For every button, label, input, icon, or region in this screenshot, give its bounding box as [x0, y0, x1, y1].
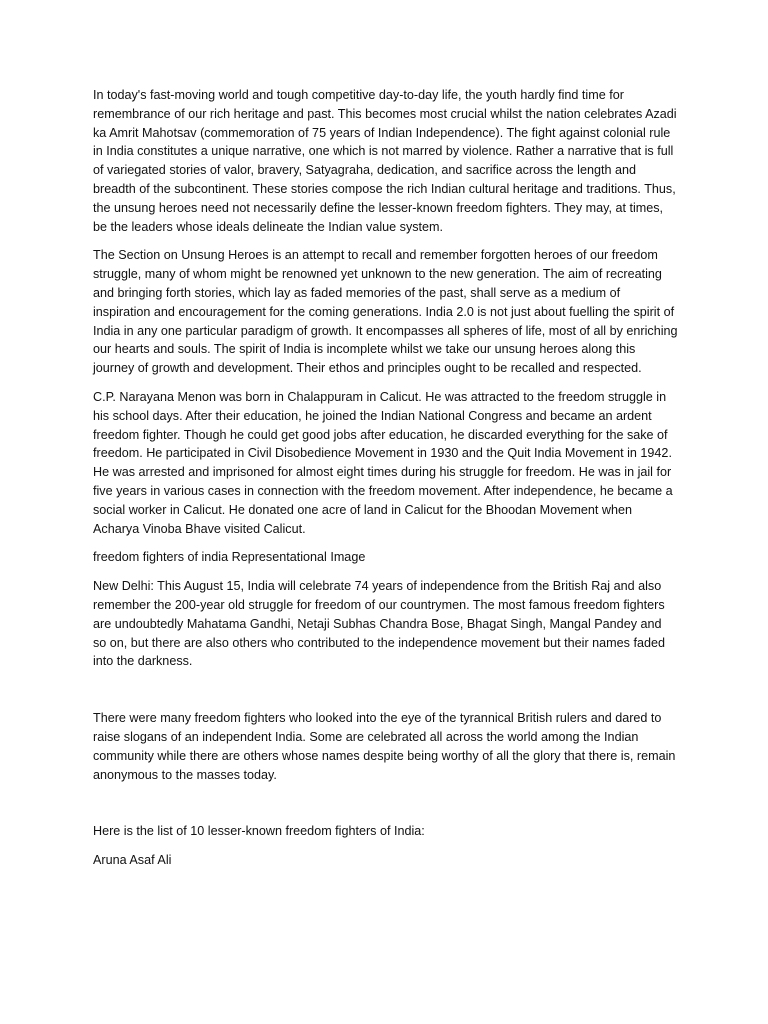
paragraph-narayana-menon: C.P. Narayana Menon was born in Chalappuram in Calicut. He was attracted to the freedom struggle in his school days. After their education, he joined the Indian National Congress and became an ardent freedom fighter. Though he could get good jobs after education, he discarded everything for the sake of freedom. He participated in Civil Disobedience Movement in 1930 and the Quit India Movement in 1942. He was arrested and imprisoned for almost eight times during his struggle for freedom. He was in jail for five years in various cases in connection with the freedom movement. After independence, he became a social worker in Calicut. He donated one acre of land in Calicut for the Bhoodan Movement when Acharya Vinoba Bhave visited Calicut. — [93, 389, 673, 536]
heading-aruna-asaf-ali: Aruna Asaf Ali — [93, 853, 172, 868]
paragraph-new-delhi: New Delhi: This August 15, India will celebrate 74 years of independence from the British Raj and also remember the 200-year old struggle for freedom of our countrymen. The most famous freedom fighters are undoubtedly Mahatama Gandhi, Netaji Subhas Chandra Bose, Bhagat Singh, Mangal Pandey and so on, but there are also others who contributed to the independence movement but their names faded into the darkness. — [93, 579, 665, 669]
paragraph-list-intro: Here is the list of 10 lesser-known freedom fighters of India: — [93, 824, 425, 839]
spacer — [93, 794, 678, 822]
paragraph-unsung-heroes: The Section on Unsung Heroes is an attempt to recall and remember forgotten heroes of our freedom struggle, many of whom might be renowned yet unknown to the new generation. The aim of recreating and bringing forth stories, which lay as faded memories of the past, shall serve as a medium of inspiration and encouragement for the coming generations. India 2.0 is not just about fuelling the spirit of India in any one particular paradigm of growth. It encompasses all spheres of life, most of all by enriching our hearts and souls. The spirit of India is incomplete whilst we take our unsung heroes along this journey of growth and development. Their ethos and principles ought to be recalled and respected. — [93, 248, 678, 376]
spacer — [93, 681, 678, 709]
paragraph-freedom-fighters: There were many freedom fighters who looked into the eye of the tyrannical British rulers and dared to raise slogans of an independent India. Some are celebrated all across the world among the Indian community while there are others whose names despite being worthy of all the glory that there is, remain anonymous to the masses today. — [93, 711, 676, 782]
image-caption: freedom fighters of india Representational Image — [93, 550, 366, 565]
document-body — [93, 86, 678, 880]
paragraph-intro: In today's fast-moving world and tough competitive day-to-day life, the youth hardly find time for remembrance of our rich heritage and past. This becomes most crucial whilst the nation celebrates Azadi ka Amrit Mahotsav (commemoration of 75 years of Indian Independence). The fight against colonial rule in India constitutes a unique narrative, one which is not marred by violence. Rather a narrative that is full of variegated stories of valor, bravery, Satyagraha, dedication, and sacrifice across the length and breadth of the subcontinent. These stories compose the rich Indian cultural heritage and traditions. Thus, the unsung heroes need not necessarily define the lesser-known freedom fighters. They may, at times, be the leaders whose ideals delineate the Indian value system. — [93, 88, 677, 234]
